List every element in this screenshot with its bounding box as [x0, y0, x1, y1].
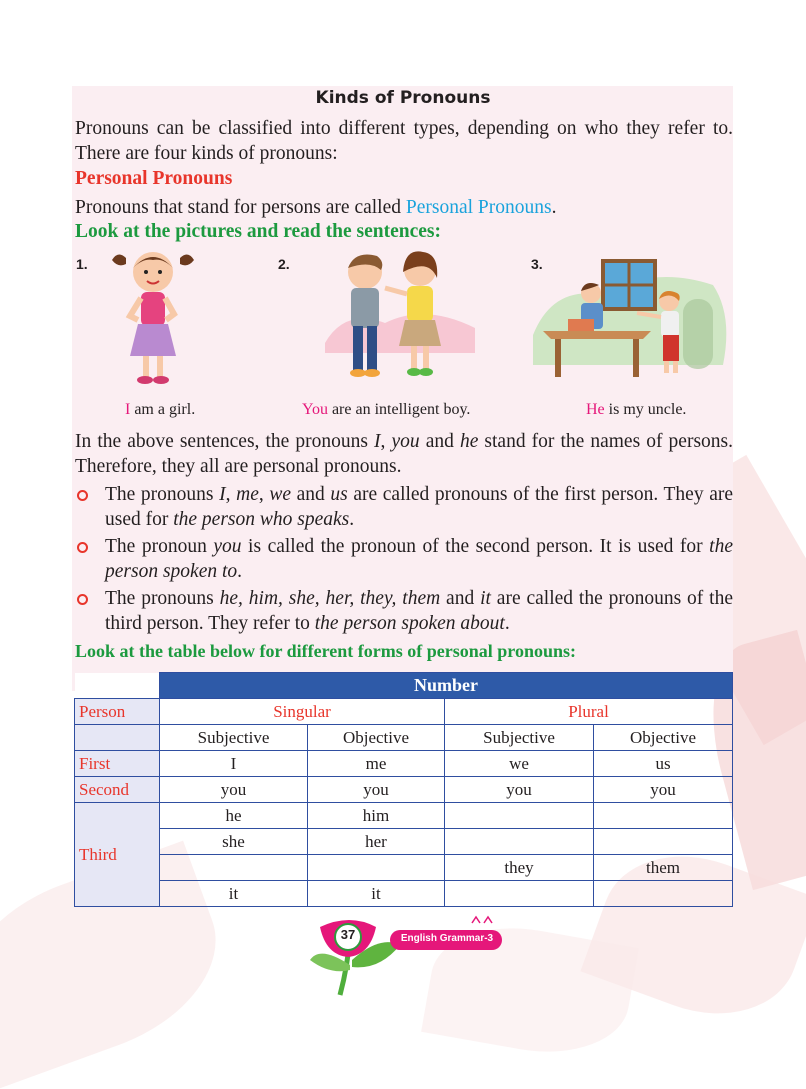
row-label-second: Second — [75, 777, 160, 803]
table-cell: I — [160, 751, 308, 777]
bullet-list — [75, 482, 733, 638]
caption-text: is my uncle. — [604, 401, 687, 418]
pronoun-table — [74, 672, 733, 907]
bullet-third-person — [75, 586, 733, 636]
table-cell — [594, 881, 733, 907]
table-row — [75, 777, 733, 803]
bullet-circle-icon — [77, 542, 88, 553]
objective-header: Objective — [308, 725, 445, 751]
caption-1 — [125, 401, 195, 419]
italic: us — [330, 484, 348, 505]
table-cell — [308, 855, 445, 881]
and-text: and — [419, 431, 460, 452]
text: and — [291, 484, 331, 505]
table-row — [75, 699, 733, 725]
table-cell: them — [594, 855, 733, 881]
table-cell: she — [160, 829, 308, 855]
pictures-instruction: Look at the pictures and read the sentences: — [75, 221, 441, 242]
caption-pronoun: I — [125, 401, 131, 418]
table-row — [75, 673, 733, 699]
comma: , — [380, 431, 392, 452]
objective-header: Objective — [594, 725, 733, 751]
italic: the person spoken to — [105, 536, 733, 582]
picture-number-1: 1. — [76, 256, 88, 272]
table-cell: him — [308, 803, 445, 829]
italic: you — [213, 536, 242, 557]
italic: he, him, she, her, they, them — [219, 588, 441, 609]
intro-paragraph: Pronouns can be classified into different types, depending on who they refer to. There are four kinds of pronouns: — [75, 118, 733, 164]
row-label-third: Third — [75, 803, 160, 907]
table-cell: it — [160, 881, 308, 907]
table-cell: you — [160, 777, 308, 803]
table-instruction: Look at the table below for different forms of personal pronouns: — [75, 641, 576, 661]
text: is called the pronoun of the second person. It is used for — [241, 536, 710, 557]
table-cell: it — [308, 881, 445, 907]
subjective-header: Subjective — [160, 725, 308, 751]
text: The pronoun — [105, 536, 214, 557]
table-cell — [594, 803, 733, 829]
table-cell: her — [308, 829, 445, 855]
uncle-illustration — [533, 255, 733, 385]
text: . — [237, 561, 243, 582]
table-row — [75, 855, 733, 881]
caption-pronoun: He — [586, 401, 605, 418]
table-cell — [445, 803, 594, 829]
caption-text: are an intelligent boy. — [327, 401, 471, 418]
table-row — [75, 751, 733, 777]
picture-number-3: 3. — [531, 256, 543, 272]
table-cell — [160, 855, 308, 881]
table-cell: you — [308, 777, 445, 803]
definition-end: . — [551, 197, 557, 218]
singular-header: Singular — [160, 699, 445, 725]
plural-header: Plural — [445, 699, 733, 725]
text: and — [440, 588, 481, 609]
table-cell: he — [160, 803, 308, 829]
page-title: Kinds of Pronouns — [315, 88, 491, 108]
person-header: Person — [75, 699, 160, 725]
italic: I — [219, 484, 226, 505]
pronoun-he: he — [459, 431, 479, 452]
book-title: English Grammar-3 — [400, 933, 494, 944]
boy-and-girl-illustration — [325, 248, 475, 383]
table-cell: us — [594, 751, 733, 777]
subjective-header: Subjective — [445, 725, 594, 751]
caption-text: am a girl. — [130, 401, 196, 418]
text: , — [225, 484, 237, 505]
empty-person-cell — [75, 725, 160, 751]
table-cell: me — [308, 751, 445, 777]
bullet-first-person — [75, 482, 733, 532]
bullet-circle-icon — [77, 594, 88, 605]
table-cell — [445, 881, 594, 907]
table-cell: you — [594, 777, 733, 803]
caption-3 — [586, 401, 686, 419]
explanation-paragraph — [75, 429, 733, 479]
text: . — [349, 509, 355, 530]
page-number: 37 — [340, 927, 356, 942]
text: are called the pronouns of the third person. They refer to — [105, 588, 734, 634]
explanation-text: stand for the names of persons. Therefore, they all are personal pronouns. — [75, 431, 734, 477]
explanation-text: In the above sentences, the pronouns — [75, 431, 375, 452]
table-cell: they — [445, 855, 594, 881]
section-heading: Personal Pronouns — [75, 168, 233, 189]
bullet-second-person — [75, 534, 733, 584]
caption-2 — [302, 401, 470, 419]
italic: it — [480, 588, 491, 609]
girl-illustration — [108, 248, 198, 388]
pronoun-you: you — [391, 431, 420, 452]
italic: me — [236, 484, 259, 505]
picture-number-2: 2. — [278, 256, 290, 272]
text: The pronouns — [105, 588, 220, 609]
table-row — [75, 725, 733, 751]
table-row — [75, 881, 733, 907]
italic: we — [269, 484, 292, 505]
caption-pronoun: You — [302, 401, 328, 418]
italic: the person who speaks — [173, 509, 350, 530]
flower-icon — [290, 915, 520, 1015]
definition-text: Pronouns that stand for persons are called — [75, 197, 406, 218]
text: , — [258, 484, 270, 505]
definition-paragraph — [75, 195, 733, 220]
table-cell — [445, 829, 594, 855]
table-cell: you — [445, 777, 594, 803]
empty-cell — [75, 673, 160, 699]
table-row — [75, 803, 733, 829]
text: are called pronouns of the first person. They are used for — [105, 484, 734, 530]
text: . — [504, 613, 510, 634]
text: The pronouns — [105, 484, 220, 505]
table-cell: we — [445, 751, 594, 777]
page-footer — [290, 915, 520, 1015]
table-cell — [594, 829, 733, 855]
pronoun-i: I — [374, 431, 381, 452]
definition-term: Personal Pronouns — [405, 197, 552, 218]
number-header: Number — [160, 673, 733, 699]
italic: the person spoken about — [314, 613, 505, 634]
bullet-circle-icon — [77, 490, 88, 501]
table-row — [75, 829, 733, 855]
row-label-first: First — [75, 751, 160, 777]
